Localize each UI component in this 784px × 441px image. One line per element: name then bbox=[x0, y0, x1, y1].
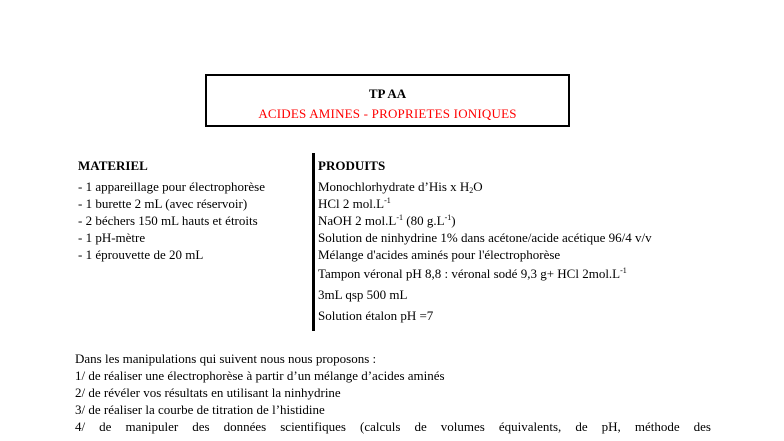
intro-word: volumes bbox=[440, 419, 485, 434]
intro-point: 2/ de révéler vos résultats en utilisant la ninhydrine bbox=[75, 385, 341, 400]
intro-word: des bbox=[192, 419, 210, 434]
intro-word: équivalents, bbox=[498, 419, 562, 434]
produit-text: (80 g.L bbox=[403, 213, 445, 228]
produits-heading: PRODUITS bbox=[318, 158, 386, 173]
produit-item bbox=[318, 195, 778, 212]
intro-word: manipuler bbox=[125, 419, 179, 434]
intro-lead: Dans les manipulations qui suivent nous nous proposons : bbox=[75, 351, 377, 366]
materiel-item: - 2 béchers 150 mL hauts et étroits bbox=[78, 213, 258, 228]
intro-word: méthode bbox=[634, 419, 680, 434]
intro-word: scientifiques bbox=[280, 419, 346, 434]
materiel-column bbox=[78, 157, 310, 263]
produit-item bbox=[318, 178, 778, 195]
materiel-heading: MATERIEL bbox=[78, 158, 148, 173]
produit-text: Tampon véronal pH 8,8 : véronal sodé 9,3 g+ HCl 2mol.L bbox=[318, 266, 621, 281]
intro-word: de bbox=[575, 419, 588, 434]
produit-item bbox=[318, 263, 778, 284]
intro-word: données bbox=[223, 419, 267, 434]
intro-word: des bbox=[693, 419, 711, 434]
produit-sup: -1 bbox=[444, 213, 452, 222]
produits-column bbox=[318, 157, 778, 326]
materiel-item: - 1 burette 2 mL (avec réservoir) bbox=[78, 196, 248, 211]
intro-point: 1/ de réaliser une électrophorèse à partir d’un mélange d’acides aminés bbox=[75, 368, 445, 383]
produit-text: NaOH 2 mol.L bbox=[318, 213, 397, 228]
intro-word: de bbox=[414, 419, 427, 434]
intro-word: (calculs bbox=[359, 419, 401, 434]
produit-sup: -1 bbox=[384, 196, 391, 205]
produit-text: Monochlorhydrate d’His x H bbox=[318, 179, 470, 194]
produit-text: ) bbox=[451, 213, 456, 228]
title-box bbox=[205, 74, 570, 127]
produit-item: 3mL qsp 500 mL bbox=[318, 287, 408, 302]
produit-item bbox=[318, 212, 778, 229]
intro-point: 3/ de réaliser la courbe de titration de l’histidine bbox=[75, 402, 325, 417]
tp-code: TP AA bbox=[368, 86, 407, 101]
produit-item: Mélange d'acides aminés pour l'électrophorèse bbox=[318, 247, 561, 262]
produit-item: Solution de ninhydrine 1% dans acétone/acide acétique 96/4 v/v bbox=[318, 230, 652, 245]
intro-word: pH, bbox=[601, 419, 621, 434]
intro-point-justified bbox=[75, 418, 711, 435]
intro-word: de bbox=[99, 419, 112, 434]
materiel-item: - 1 pH-mètre bbox=[78, 230, 146, 245]
produit-text: HCl 2 mol.L bbox=[318, 196, 385, 211]
materiel-item: - 1 éprouvette de 20 mL bbox=[78, 247, 204, 262]
column-divider bbox=[312, 153, 315, 331]
tp-title: ACIDES AMINES - PROPRIETES IONIQUES bbox=[258, 106, 517, 121]
intro-section bbox=[75, 350, 715, 435]
produit-item: Solution étalon pH =7 bbox=[318, 308, 434, 323]
intro-word: 4/ bbox=[75, 419, 86, 434]
materiel-item: - 1 appareillage pour électrophorèse bbox=[78, 179, 265, 194]
produit-sub: 2 bbox=[469, 186, 474, 195]
produit-sup: -1 bbox=[620, 266, 627, 275]
produit-sup: -1 bbox=[396, 213, 404, 222]
produit-text: O bbox=[473, 179, 483, 194]
